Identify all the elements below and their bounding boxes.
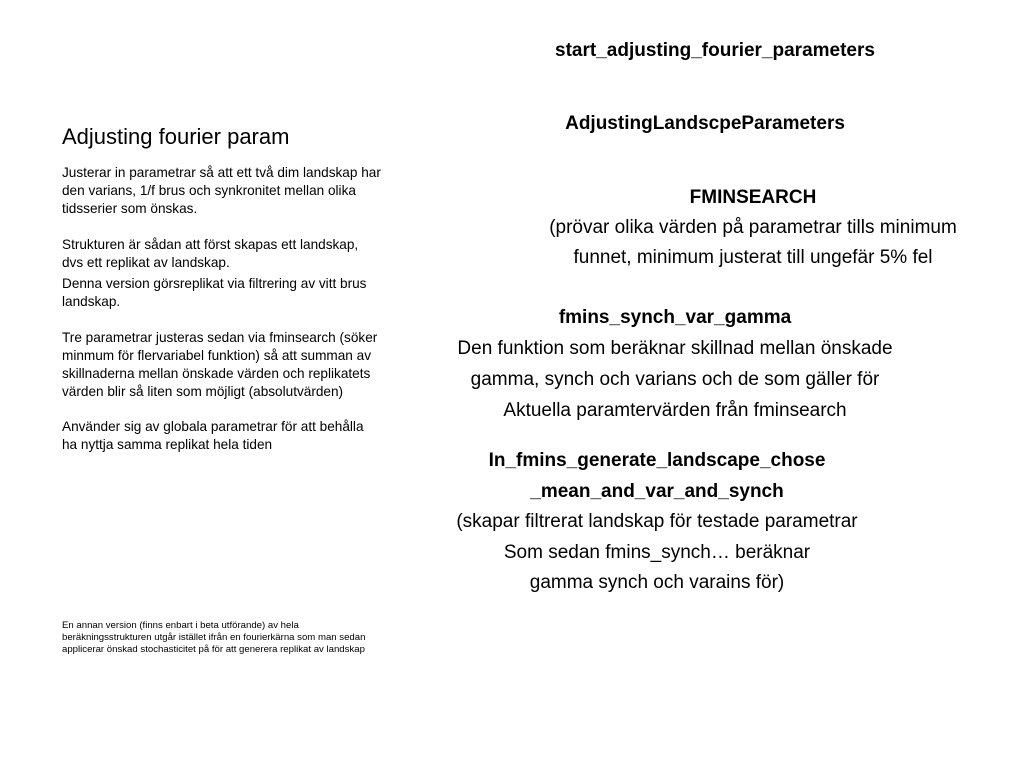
fminsearch-name: FMINSEARCH (689, 187, 817, 208)
generate-desc-line1: (skapar filtrerat landskap för testade parametrar (456, 511, 858, 532)
description-body (62, 164, 382, 454)
generate-function-name-line1: In_fmins_generate_landscape_chose (488, 450, 826, 471)
generate-function-block (382, 446, 932, 599)
slide-title: Adjusting fourier param (62, 124, 290, 149)
gamma-desc-line1: Den funktion som beräknar skillnad mellan önskade (457, 338, 893, 359)
fminsearch-desc-line1: (prövar olika värden på parametrar tills minimum (549, 217, 957, 238)
gamma-desc-line3: Aktuella paramtervärden från fminsearch (503, 400, 847, 421)
fminsearch-desc-line2: funnet, minimum justerat till ungefär 5% fel (573, 247, 933, 268)
gamma-function-block (402, 302, 948, 426)
fminsearch-block (480, 183, 1024, 273)
generate-desc-line2: Som sedan fmins_synch… beräknar (503, 541, 811, 563)
generate-desc-line3: gamma synch och varains för) (529, 572, 785, 593)
paragraph-purpose: Justerar in parametrar så att ett två dim landskap har den varians, 1/f brus och synkronitet mellan olika tidsserier som önskas. (62, 165, 381, 216)
paragraph-structure: Strukturen är sådan att först skapas ett landskap, dvs ett replikat av landskap. (62, 237, 359, 270)
paragraph-globals: Använder sig av globala parametrar för att behålla ha nyttja samma replikat hela tiden (62, 419, 364, 452)
paragraph-parameters: Tre parametrar justeras sedan via fminsearch (söker minmum för flervariabel funktion) så att summan av skillnaderna mellan önskade värden och replikatets värden blir så liten som möjligt (absolutvärden) (62, 330, 378, 399)
generate-function-name-line2: _mean_and_var_and_synch (530, 480, 784, 502)
gamma-function-name: fmins_synch_var_gamma (558, 307, 792, 328)
paragraph-version: Denna version görsreplikat via filtrering av vitt brus landskap. (62, 276, 367, 309)
beta-version-note: En annan version (finns enbart i beta utförande) av hela beräkningsstrukturen utgår istället ifrån en fourierkärna som man sedan applicerar önskad stochasticitet på för att generera replikat av landskap (62, 620, 366, 655)
adjusting-function-label: AdjustingLandscpeParameters (565, 113, 845, 134)
start-function-label: start_adjusting_fourier_parameters (555, 40, 875, 61)
gamma-desc-line2: gamma, synch och varians och de som gäller för (470, 369, 880, 390)
